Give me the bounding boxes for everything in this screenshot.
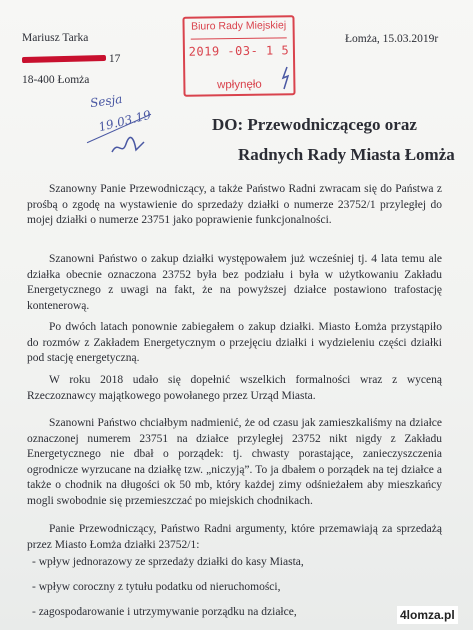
stamp-status: wpłynęło [216,78,262,92]
addressee-line-2: Radnych Rady Miasta Łomża [238,145,455,164]
place-and-date: Łomża, 15.03.2019r [345,33,439,45]
handwritten-word: Sesja [89,91,124,111]
list-item: - wpływ coroczny z tytułu podatku od nieruchomości, [32,581,281,593]
paragraph: Po dwóch latach ponownie zabiegałem o zakup działki. Miasto Łomża przystąpiło do rozmów z Zakładem Energetycznym o przejęciu działki i wydzieleniu części działki pod stację energetyczną. [27,321,442,364]
list-item: - wpływ jednorazowy ze sprzedaży działki do kasy Miasta, [32,556,304,568]
stamp-divider [191,37,287,39]
sender-city: 18-400 Łomża [22,74,90,86]
paragraph: Szanowni Państwo chciałbym nadmienić, że od czasu jak zamieszkaliśmy na działce oznaczonej numerem 23751 na działce przyległej 23752 nikt nigdy z Zakładu Energetycznego nie dbał o porządek: tj. chwasty porastające, zanieczyszczenia ogrodnicze wyrzucane na działkę tzw. „niczyją”. To ja dbałem o porządek na tej działce a także o chodnik na długości ok 50 mb, który każdej zimy odśnieżałem aby mieszkańcy mogli swobodnie się przemieszczać po miejskich chodnikach. [27,417,442,507]
argument-list [32,555,432,630]
sender-name: Mariusz Tarka [22,32,89,44]
list-item: - zagospodarowanie i utrzymywanie porządku na działce, [32,606,297,618]
handwritten-note [80,92,170,172]
paragraph: W roku 2018 udało się dopełnić wszelkich formalności wraz z wyceną Rzeczoznawcy majątkowego powołanego przez Urząd Miasta. [27,374,442,402]
addressee-line-1: DO: Przewodniczącego oraz [212,115,417,134]
redaction-bar [22,55,106,63]
stamp-date: 2019 -03- 1 5 [188,43,290,59]
stamp-office: Biuro Rady Miejskiej [190,19,287,33]
paragraph: Panie Przewodniczący, Państwo Radni argumenty, które przemawiają za sprzedażą przez Miasto Łomża działki 23752/1: [27,523,442,551]
site-watermark: 4lomza.pl [397,606,458,624]
sender-address [22,28,120,91]
sender-street [22,49,120,70]
signature-scribble-icon [110,134,150,158]
handwritten-date: 19.03.19 [97,107,153,135]
paragraph: Szanowni Państwo o zakup działki występowałem już wcześniej tj. 4 lata temu ale działka obecnie oznaczona 23752 była bez podziału i była w użytkowaniu Zakładu Energetycznego z uwagi na fakt, że na powyższej działce postawiono trafostację kontenerową. [27,253,442,312]
sender-street-suffix: 17 [108,53,121,65]
paragraph: Szanowny Panie Przewodniczący, a także Państwo Radni zwracam się do Państwa z prośbą o zgodę na wystawienie do sprzedaży działki o numerze 23752/1 przyległej do mojej działki o numerze 23751 jako poprawienie funkcjonalności. [27,183,442,226]
pen-mark-icon [279,66,293,90]
